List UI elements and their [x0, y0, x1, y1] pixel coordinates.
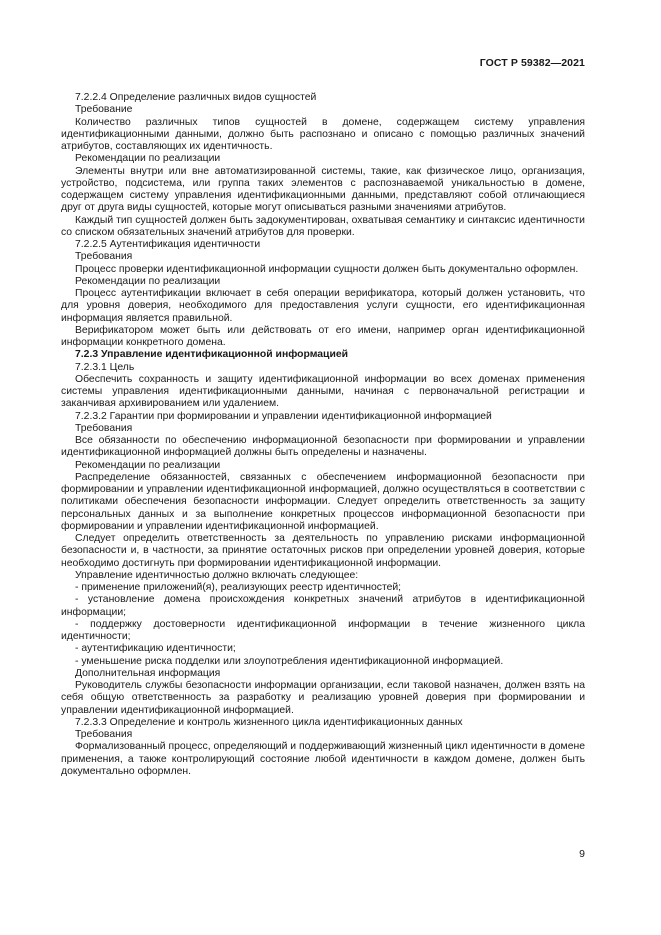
list-item: - поддержку достоверности идентификационной информации в течение жизненного цикла идентичности;	[61, 618, 585, 642]
section-heading: 7.2.3.3 Определение и контроль жизненного цикла идентификационных данных	[75, 716, 463, 728]
document-code: ГОСТ Р 59382—2021	[479, 57, 585, 69]
paragraph: Процесс проверки идентификационной информации сущности должен быть документально оформлен.	[75, 263, 579, 275]
paragraph: Элементы внутри или вне автоматизированной системы, такие, как физическое лицо, организация, устройство, подсистема, или группа таких элементов с распознаваемой уникальностью в домене, содержащем систему управления идентификационными данными, представляют собой отличающиеся друг от друга виды сущностей, которые могут описываться разными значениями атрибутов.	[61, 165, 585, 214]
list-item: - применение приложений(я), реализующих реестр идентичностей;	[75, 582, 402, 593]
section-heading: 7.2.2.5 Аутентификация идентичности	[75, 239, 261, 250]
paragraph: Верификатором может быть или действовать от его имени, например орган идентификационной информации конкретного домена.	[61, 324, 585, 348]
list-item: - аутентификацию идентичности;	[75, 643, 236, 655]
section-heading: 7.2.3.1 Цель	[75, 361, 135, 373]
document-body	[61, 92, 585, 778]
list-item: - уменьшение риска подделки или злоупотребления идентификационной информацией.	[75, 655, 504, 667]
subheading: Требования	[75, 422, 133, 434]
page-number: 9	[579, 848, 585, 860]
paragraph: Формализованный процесс, определяющий и поддерживающий жизненный цикл идентичности в домене применения, а также контролирующий состояние любой идентичности в каждом домене, должен быть документально оформлен.	[61, 741, 585, 777]
paragraph: Все обязанности по обеспечению информационной безопасности при формировании и управлении идентификационной информацией должны быть определены и назначены.	[61, 435, 585, 459]
subheading: Требования	[75, 251, 133, 263]
subheading: Рекомендации по реализации	[75, 153, 221, 165]
subheading: Рекомендации по реализации	[75, 459, 221, 471]
paragraph: Распределение обязанностей, связанных с обеспечением информационной безопасности при формировании и управлении идентификационной информацией, должно осуществляться в соответствии с политиками обеспечения безопасности информации. Следует определить ответственность за защиту персональных данных и за выполнение конкретных процессов информационной безопасности при формировании и управлении идентификационной информацией.	[61, 471, 585, 532]
paragraph: Обеспечить сохранность и защиту идентификационной информации во всех доменах применения системы управления идентификационными данными, начиная с первоначальной регистрации и заканчивая архивированием или удалением.	[61, 373, 585, 410]
paragraph: Количество различных типов сущностей в домене, содержащем систему управления идентификационными данными, должно быть распознано и описано с помощью различных значений атрибутов, составляющих их идентичность.	[61, 116, 585, 152]
paragraph: Процесс аутентификации включает в себя операции верификатора, который должен установить, что для уровня доверия, необходимого для предоставления услуги сущности, его идентификационная информация является правильной.	[61, 288, 585, 324]
paragraph: Каждый тип сущностей должен быть задокументирован, охватывая семантику и синтаксис идентичности со списком обязательных значений атрибутов для проверки.	[61, 214, 585, 238]
subheading: Требование	[75, 104, 133, 116]
section-heading: 7.2.2.4 Определение различных видов сущностей	[75, 92, 317, 103]
section-heading-bold: 7.2.3 Управление идентификационной информацией	[75, 349, 349, 361]
subheading: Дополнительная информация	[75, 667, 221, 679]
paragraph: Руководитель службы безопасности информации организации, если таковой назначен, должен взять на себя общую ответственность за разработку и реализацию уровней доверия при формировании и управлении идентификационной информацией.	[61, 680, 585, 716]
subheading: Рекомендации по реализации	[75, 275, 221, 287]
subheading: Требования	[75, 729, 133, 740]
paragraph: Следует определить ответственность за деятельность по управлению рисками информационной безопасности и, в частности, за принятие остаточных рисков при определении уровней доверия, которые необходимо достигнуть при формировании идентификационной информации.	[61, 533, 585, 569]
section-heading: 7.2.3.2 Гарантии при формировании и управлении идентификационной информацией	[75, 410, 492, 422]
list-item: - установление домена происхождения конкретных значений атрибутов в идентификационной информации;	[61, 594, 585, 618]
paragraph: Управление идентичностью должно включать следующее:	[75, 569, 359, 581]
